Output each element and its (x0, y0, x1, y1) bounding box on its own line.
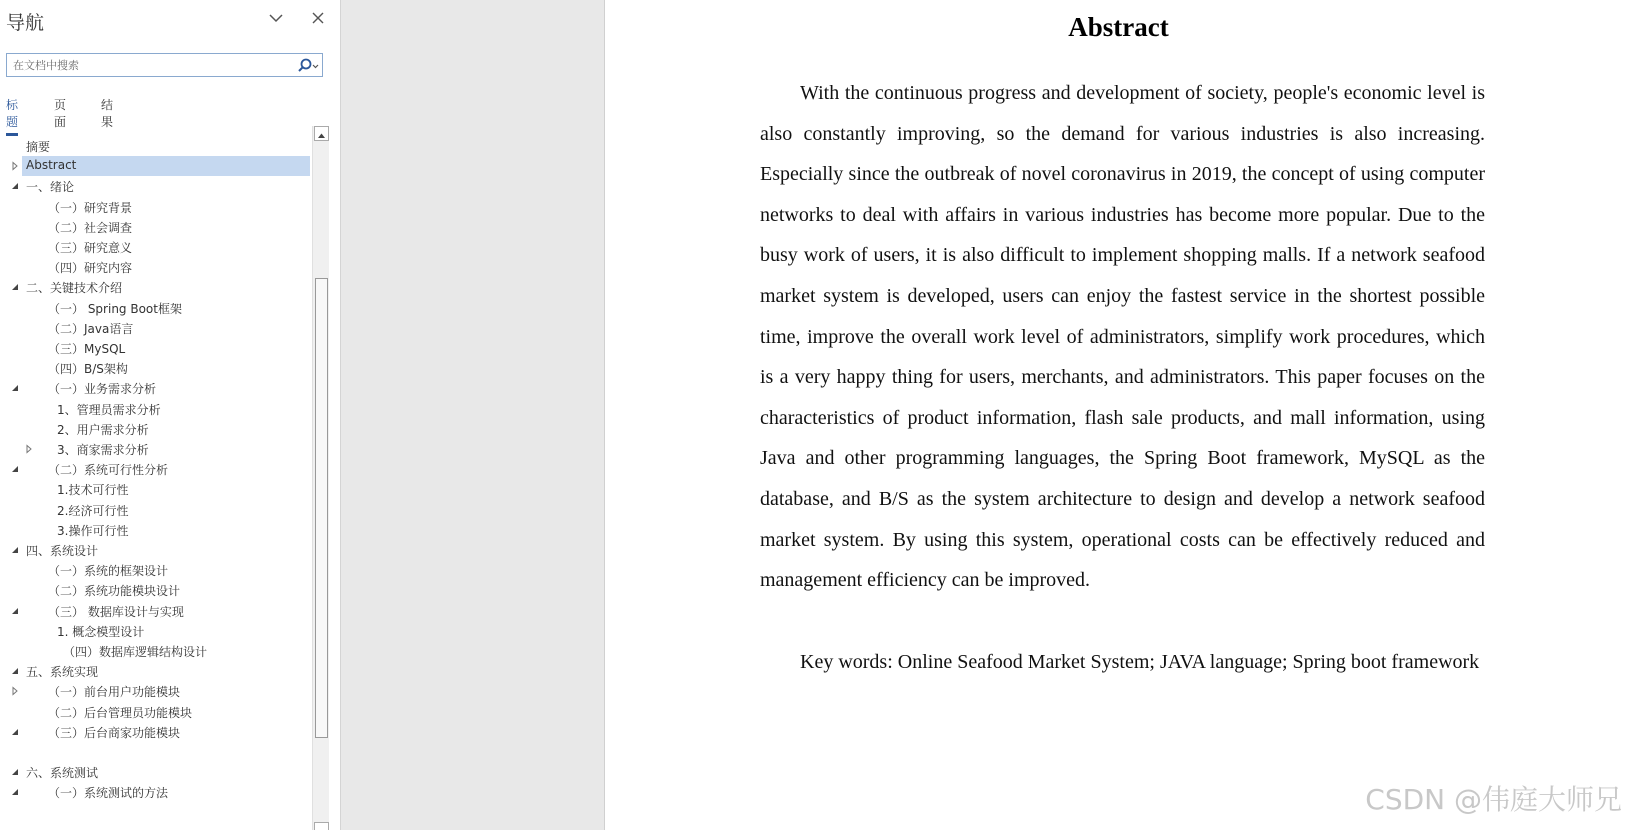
nav-title: 导航 (6, 12, 45, 34)
tree-item[interactable] (0, 217, 310, 237)
tree-item-label: （一）研究背景 (48, 200, 133, 215)
tree-item-label: 2、用户需求分析 (57, 422, 149, 437)
search-icon (295, 57, 321, 75)
tree-item-label: 一、绪论 (26, 180, 75, 195)
collapse-triangle-icon[interactable] (10, 545, 20, 555)
tree-item-label: 3、商家需求分析 (57, 443, 149, 457)
tree-item[interactable] (0, 378, 310, 398)
tree-item-label: （四）研究内容 (48, 261, 133, 276)
tree-item-label: （一）系统测试的方法 (48, 786, 169, 801)
tree-item[interactable] (0, 338, 310, 358)
collapse-triangle-icon[interactable] (10, 727, 20, 737)
tree-item-label: 1、管理员需求分析 (57, 402, 161, 417)
scroll-down-button[interactable] (314, 822, 329, 830)
tree-item-label: 摘要 (26, 140, 51, 154)
tree-item-label: （一）前台用户功能模块 (48, 685, 181, 700)
tree-item[interactable] (0, 277, 310, 297)
collapse-triangle-icon[interactable] (10, 282, 20, 292)
tree-item-label: 1. 概念模型设计 (57, 624, 145, 639)
collapse-triangle-icon[interactable] (10, 787, 20, 797)
tree-item[interactable] (0, 257, 310, 277)
navigation-pane (0, 0, 341, 830)
tree-item-label: （四）数据库逻辑结构设计 (63, 645, 208, 659)
tree-item-label: （一）业务需求分析 (48, 382, 157, 397)
heading-tree (0, 136, 312, 830)
collapse-triangle-icon[interactable] (10, 383, 20, 393)
expand-triangle-icon[interactable] (10, 686, 20, 696)
tree-item[interactable] (0, 742, 310, 762)
tree-item-label: （二）系统可行性分析 (48, 463, 169, 478)
tree-item[interactable] (0, 237, 310, 257)
chevron-down-icon[interactable] (266, 8, 286, 28)
tree-item[interactable] (0, 520, 310, 540)
tree-item-label: 四、系统设计 (26, 544, 99, 558)
tree-item[interactable] (0, 601, 310, 621)
tree-item[interactable] (0, 560, 310, 580)
document-page[interactable] (604, 0, 1632, 830)
tree-item[interactable] (0, 621, 310, 641)
watermark: CSDN @伟庭大师兄 (1365, 783, 1622, 816)
tree-item[interactable] (0, 176, 310, 196)
tree-item[interactable] (0, 479, 310, 499)
search-input[interactable] (7, 54, 287, 76)
tree-item[interactable] (22, 156, 310, 176)
collapse-triangle-icon[interactable] (10, 464, 20, 474)
search-box (6, 53, 323, 77)
tree-item[interactable] (0, 702, 310, 722)
tree-item-label: （三）后台商家功能模块 (48, 725, 181, 740)
tree-item[interactable] (0, 681, 310, 701)
search-button[interactable] (295, 57, 321, 75)
tree-item[interactable] (0, 661, 310, 681)
document-background (341, 0, 604, 830)
tree-item[interactable] (0, 762, 310, 782)
document-title: Abstract (1068, 12, 1169, 42)
collapse-triangle-icon[interactable] (10, 181, 20, 191)
collapse-triangle-icon[interactable] (10, 767, 20, 777)
tab-pages[interactable]: 页面 (54, 98, 67, 129)
tree-item[interactable] (0, 580, 310, 600)
tab-results[interactable]: 结果 (101, 98, 114, 129)
tree-item-label: （三）研究意义 (48, 241, 133, 255)
tree-item-label: 六、系统测试 (26, 766, 99, 781)
triangle-up-icon (315, 129, 328, 142)
tree-item-label: （一） Spring Boot框架 (48, 301, 182, 316)
tree-item-label: 2.经济可行性 (57, 503, 129, 518)
tree-item-label: （二）社会调查 (48, 220, 133, 235)
tree-item[interactable] (0, 358, 310, 378)
tree-item-label: （三） 数据库设计与实现 (48, 604, 184, 619)
tree-item-label: （四）B/S架构 (48, 362, 128, 377)
collapse-triangle-icon[interactable] (10, 666, 20, 676)
tree-item-label: 二、关键技术介绍 (26, 281, 123, 296)
keywords-paragraph: Key words: Online Seafood Market System; JAVA language; Spring boot framework (800, 651, 1480, 673)
scroll-up-button[interactable] (314, 126, 329, 141)
abstract-body: With the continuous progress and development of society, people's economic level is also constantly improving, so the demand for various industries is also increasing. Especially since the outbreak of novel coronavirus in 2019, the concept of using computer networks to deal with affairs in various industries has become more popular. Due to the busy work of users, it is also difficult to implement shopping malls. If a network seafood market system is developed, users can enjoy the fastest service in the shortest possible time, improve the overall work level of administrators, simplify work procedures, which is a very happy thing for users, merchants, and administrators. This paper focuses on the characteristics of product information, flash sale products, and mall information, using Java and other programming languages, the Spring Boot framework, MySQL as the database, and B/S as the system architecture to design and develop a network seafood market system. By using this system, operational costs can be effectively reduced and management efficiency can be improved. (760, 82, 1485, 592)
tree-item[interactable] (0, 197, 310, 217)
tree-item-label: 1.技术可行性 (57, 483, 129, 498)
expand-triangle-icon[interactable] (24, 444, 34, 454)
tree-item[interactable] (0, 459, 310, 479)
tree-item[interactable] (0, 641, 310, 661)
tree-item-label: （一）系统的框架设计 (48, 564, 169, 579)
expand-triangle-icon[interactable] (10, 161, 20, 171)
scroll-thumb[interactable] (315, 278, 328, 738)
tree-item[interactable] (0, 722, 310, 742)
tree-item-label: （三）MySQL (48, 342, 126, 356)
tree-item-label: 3.操作可行性 (57, 523, 129, 538)
close-icon[interactable] (308, 8, 328, 28)
tree-item[interactable] (0, 439, 310, 459)
tree-item[interactable] (0, 419, 310, 439)
tree-item[interactable] (0, 318, 310, 338)
tree-item[interactable] (0, 500, 310, 520)
tree-item[interactable] (0, 298, 310, 318)
tree-scrollbar[interactable] (312, 126, 329, 830)
tree-item-label: （二）后台管理员功能模块 (48, 705, 193, 720)
tree-item-label: （二）Java语言 (48, 321, 134, 336)
tree-item-label: （二）系统功能模块设计 (48, 584, 181, 599)
collapse-triangle-icon[interactable] (10, 606, 20, 616)
tree-item[interactable] (0, 540, 310, 560)
tab-headings[interactable]: 标题 (6, 96, 18, 136)
tree-item[interactable] (0, 399, 310, 419)
tree-item[interactable] (0, 136, 310, 156)
tree-item-label: Abstract (26, 158, 77, 173)
tree-item-label: 五、系统实现 (26, 665, 99, 680)
tree-item[interactable] (0, 782, 310, 802)
